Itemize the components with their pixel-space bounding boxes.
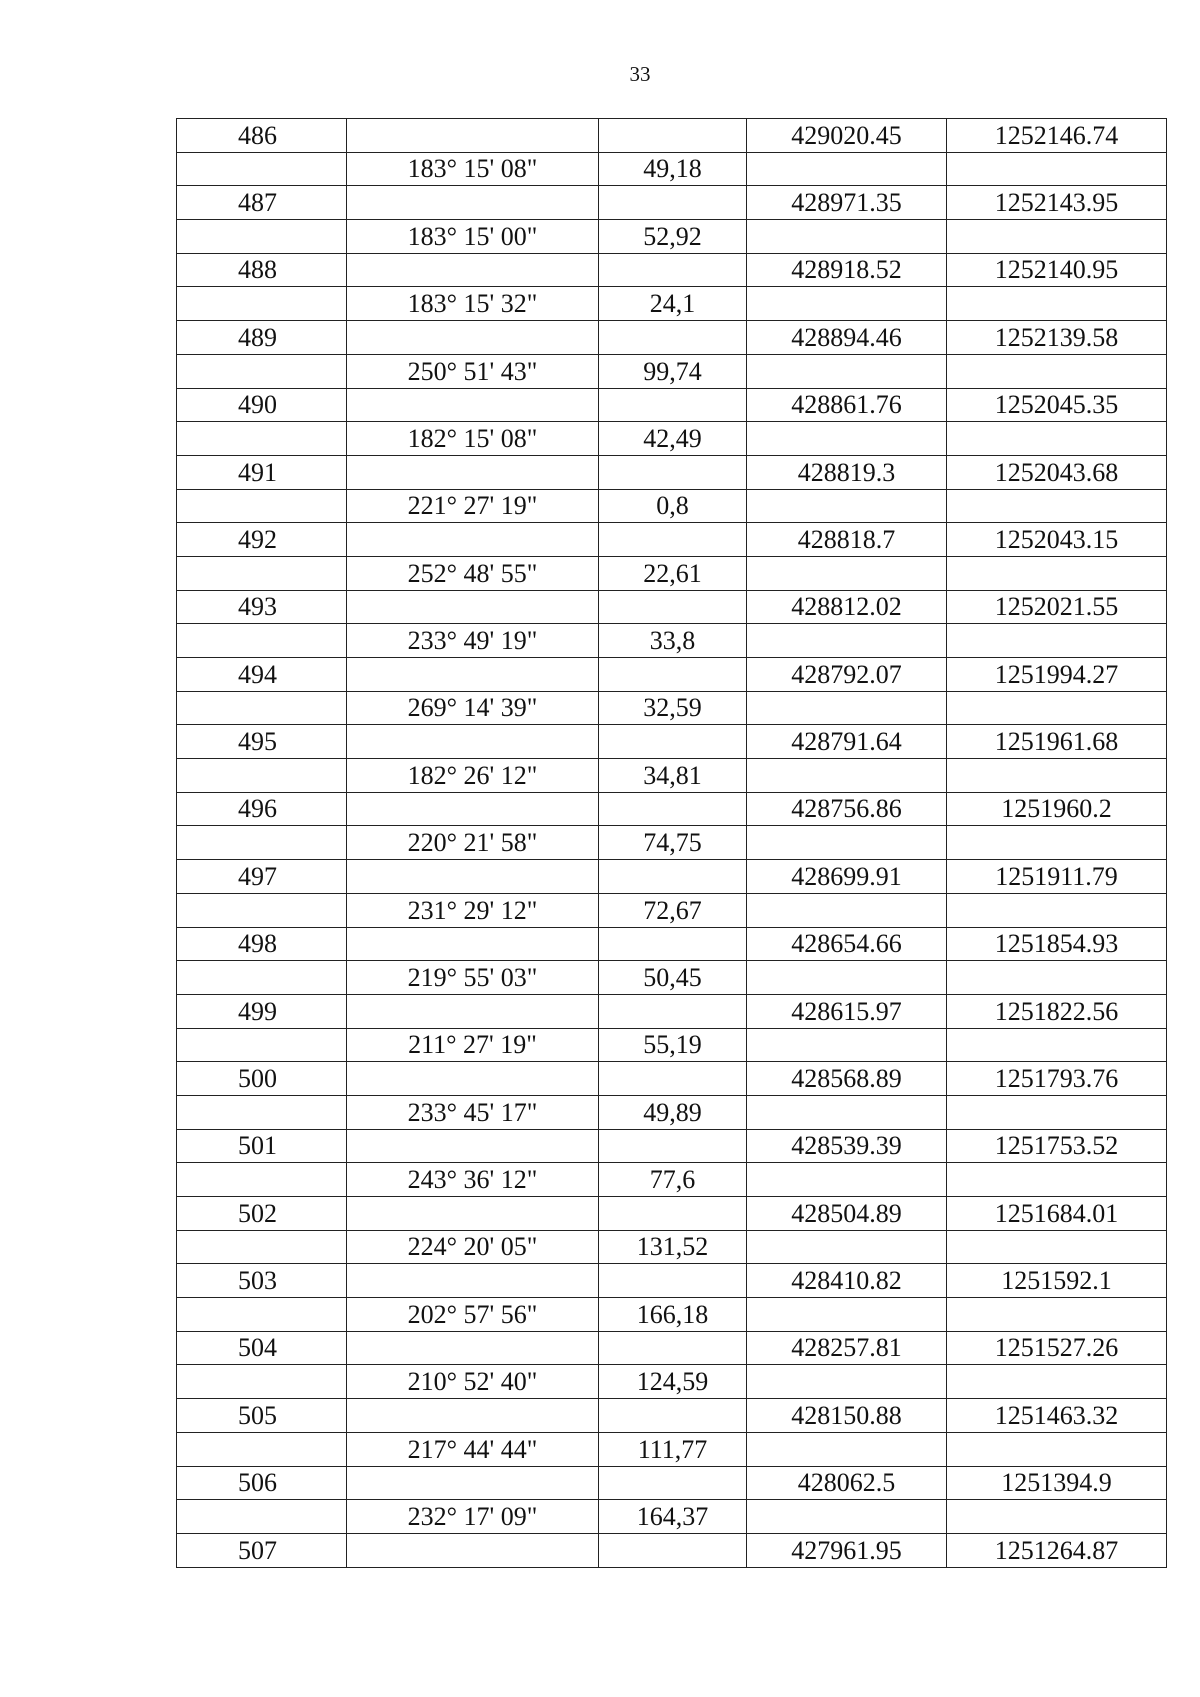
empty-bearing-cell <box>347 1062 599 1096</box>
empty-distance-cell <box>599 1264 747 1298</box>
segment-distance: 52,92 <box>599 220 747 254</box>
bearing-angle: 243° 36' 12" <box>347 1163 599 1197</box>
point-number: 505 <box>177 1399 347 1433</box>
bearing-angle: 183° 15' 08" <box>347 152 599 186</box>
point-number: 498 <box>177 927 347 961</box>
empty-y-cell <box>947 152 1167 186</box>
y-coordinate: 1251394.9 <box>947 1466 1167 1500</box>
point-number: 499 <box>177 994 347 1028</box>
bearing-angle: 219° 55' 03" <box>347 961 599 995</box>
empty-point-cell <box>177 893 347 927</box>
empty-distance-cell <box>599 1062 747 1096</box>
empty-y-cell <box>947 354 1167 388</box>
empty-y-cell <box>947 961 1167 995</box>
bearing-angle: 220° 21' 58" <box>347 826 599 860</box>
point-row <box>177 1331 1167 1365</box>
empty-point-cell <box>177 826 347 860</box>
point-number: 500 <box>177 1062 347 1096</box>
point-row <box>177 388 1167 422</box>
segment-distance: 99,74 <box>599 354 747 388</box>
x-coordinate: 428861.76 <box>747 388 947 422</box>
segment-distance: 111,77 <box>599 1432 747 1466</box>
empty-point-cell <box>177 220 347 254</box>
point-number: 503 <box>177 1264 347 1298</box>
x-coordinate: 428062.5 <box>747 1466 947 1500</box>
point-row <box>177 725 1167 759</box>
empty-x-cell <box>747 826 947 860</box>
empty-distance-cell <box>599 994 747 1028</box>
x-coordinate: 427961.95 <box>747 1533 947 1567</box>
coordinates-table <box>176 118 1167 1568</box>
y-coordinate: 1251994.27 <box>947 658 1167 692</box>
empty-bearing-cell <box>347 186 599 220</box>
empty-x-cell <box>747 1230 947 1264</box>
y-coordinate: 1252143.95 <box>947 186 1167 220</box>
y-coordinate: 1251527.26 <box>947 1331 1167 1365</box>
empty-distance-cell <box>599 1533 747 1567</box>
bearing-angle: 210° 52' 40" <box>347 1365 599 1399</box>
segment-row <box>177 691 1167 725</box>
segment-distance: 55,19 <box>599 1028 747 1062</box>
empty-x-cell <box>747 287 947 321</box>
segment-row <box>177 1365 1167 1399</box>
segment-distance: 33,8 <box>599 624 747 658</box>
y-coordinate: 1252043.15 <box>947 523 1167 557</box>
point-row <box>177 253 1167 287</box>
empty-bearing-cell <box>347 1466 599 1500</box>
empty-point-cell <box>177 1230 347 1264</box>
segment-row <box>177 893 1167 927</box>
segment-row <box>177 556 1167 590</box>
empty-point-cell <box>177 961 347 995</box>
segment-row <box>177 422 1167 456</box>
empty-x-cell <box>747 1432 947 1466</box>
point-row <box>177 1062 1167 1096</box>
point-number: 502 <box>177 1197 347 1231</box>
segment-row <box>177 759 1167 793</box>
empty-point-cell <box>177 287 347 321</box>
x-coordinate: 428918.52 <box>747 253 947 287</box>
empty-y-cell <box>947 1230 1167 1264</box>
point-row <box>177 321 1167 355</box>
bearing-angle: 182° 26' 12" <box>347 759 599 793</box>
empty-x-cell <box>747 220 947 254</box>
empty-bearing-cell <box>347 1399 599 1433</box>
segment-distance: 164,37 <box>599 1500 747 1534</box>
point-row <box>177 994 1167 1028</box>
segment-distance: 0,8 <box>599 489 747 523</box>
x-coordinate: 428539.39 <box>747 1129 947 1163</box>
x-coordinate: 428791.64 <box>747 725 947 759</box>
y-coordinate: 1251822.56 <box>947 994 1167 1028</box>
empty-distance-cell <box>599 186 747 220</box>
point-number: 493 <box>177 590 347 624</box>
empty-x-cell <box>747 1365 947 1399</box>
point-number: 492 <box>177 523 347 557</box>
empty-y-cell <box>947 1365 1167 1399</box>
bearing-angle: 183° 15' 32" <box>347 287 599 321</box>
empty-x-cell <box>747 624 947 658</box>
empty-y-cell <box>947 220 1167 254</box>
bearing-angle: 232° 17' 09" <box>347 1500 599 1534</box>
segment-row <box>177 826 1167 860</box>
y-coordinate: 1252021.55 <box>947 590 1167 624</box>
empty-bearing-cell <box>347 388 599 422</box>
empty-distance-cell <box>599 927 747 961</box>
empty-x-cell <box>747 1028 947 1062</box>
point-row <box>177 119 1167 153</box>
empty-x-cell <box>747 556 947 590</box>
point-row <box>177 590 1167 624</box>
y-coordinate: 1252140.95 <box>947 253 1167 287</box>
empty-y-cell <box>947 287 1167 321</box>
coordinates-table-body <box>177 119 1167 1568</box>
bearing-angle: 182° 15' 08" <box>347 422 599 456</box>
x-coordinate: 428971.35 <box>747 186 947 220</box>
empty-y-cell <box>947 1500 1167 1534</box>
point-row <box>177 927 1167 961</box>
empty-point-cell <box>177 1365 347 1399</box>
empty-bearing-cell <box>347 792 599 826</box>
empty-point-cell <box>177 624 347 658</box>
x-coordinate: 428568.89 <box>747 1062 947 1096</box>
empty-bearing-cell <box>347 860 599 894</box>
x-coordinate: 428818.7 <box>747 523 947 557</box>
x-coordinate: 428410.82 <box>747 1264 947 1298</box>
empty-y-cell <box>947 422 1167 456</box>
segment-row <box>177 961 1167 995</box>
x-coordinate: 428615.97 <box>747 994 947 1028</box>
y-coordinate: 1251684.01 <box>947 1197 1167 1231</box>
segment-distance: 24,1 <box>599 287 747 321</box>
empty-y-cell <box>947 759 1167 793</box>
segment-distance: 166,18 <box>599 1298 747 1332</box>
point-number: 488 <box>177 253 347 287</box>
empty-y-cell <box>947 1095 1167 1129</box>
empty-point-cell <box>177 1163 347 1197</box>
empty-bearing-cell <box>347 455 599 489</box>
empty-x-cell <box>747 961 947 995</box>
empty-point-cell <box>177 489 347 523</box>
empty-bearing-cell <box>347 253 599 287</box>
segment-row <box>177 1230 1167 1264</box>
point-row <box>177 1264 1167 1298</box>
empty-bearing-cell <box>347 658 599 692</box>
empty-x-cell <box>747 152 947 186</box>
empty-bearing-cell <box>347 1331 599 1365</box>
point-row <box>177 1533 1167 1567</box>
empty-point-cell <box>177 1298 347 1332</box>
y-coordinate: 1251592.1 <box>947 1264 1167 1298</box>
segment-distance: 77,6 <box>599 1163 747 1197</box>
empty-distance-cell <box>599 590 747 624</box>
bearing-angle: 183° 15' 00" <box>347 220 599 254</box>
empty-distance-cell <box>599 1399 747 1433</box>
empty-point-cell <box>177 152 347 186</box>
x-coordinate: 428654.66 <box>747 927 947 961</box>
point-number: 507 <box>177 1533 347 1567</box>
segment-distance: 22,61 <box>599 556 747 590</box>
empty-distance-cell <box>599 1466 747 1500</box>
segment-distance: 131,52 <box>599 1230 747 1264</box>
point-number: 497 <box>177 860 347 894</box>
segment-distance: 42,49 <box>599 422 747 456</box>
empty-bearing-cell <box>347 927 599 961</box>
y-coordinate: 1251463.32 <box>947 1399 1167 1433</box>
x-coordinate: 428894.46 <box>747 321 947 355</box>
y-coordinate: 1252146.74 <box>947 119 1167 153</box>
x-coordinate: 429020.45 <box>747 119 947 153</box>
segment-distance: 49,18 <box>599 152 747 186</box>
empty-point-cell <box>177 556 347 590</box>
y-coordinate: 1252043.68 <box>947 455 1167 489</box>
empty-bearing-cell <box>347 590 599 624</box>
empty-y-cell <box>947 624 1167 658</box>
segment-distance: 72,67 <box>599 893 747 927</box>
point-number: 489 <box>177 321 347 355</box>
empty-x-cell <box>747 489 947 523</box>
segment-row <box>177 152 1167 186</box>
segment-row <box>177 354 1167 388</box>
empty-distance-cell <box>599 388 747 422</box>
x-coordinate: 428257.81 <box>747 1331 947 1365</box>
segment-row <box>177 624 1167 658</box>
point-row <box>177 1466 1167 1500</box>
point-row <box>177 658 1167 692</box>
bearing-angle: 250° 51' 43" <box>347 354 599 388</box>
point-row <box>177 523 1167 557</box>
empty-distance-cell <box>599 253 747 287</box>
segment-distance: 49,89 <box>599 1095 747 1129</box>
empty-bearing-cell <box>347 994 599 1028</box>
point-row <box>177 1129 1167 1163</box>
y-coordinate: 1251960.2 <box>947 792 1167 826</box>
point-number: 486 <box>177 119 347 153</box>
y-coordinate: 1251854.93 <box>947 927 1167 961</box>
page-number: 33 <box>629 62 651 86</box>
empty-distance-cell <box>599 1197 747 1231</box>
empty-bearing-cell <box>347 1533 599 1567</box>
y-coordinate: 1251264.87 <box>947 1533 1167 1567</box>
segment-distance: 32,59 <box>599 691 747 725</box>
point-number: 496 <box>177 792 347 826</box>
empty-x-cell <box>747 1500 947 1534</box>
segment-row <box>177 1163 1167 1197</box>
point-number: 490 <box>177 388 347 422</box>
empty-point-cell <box>177 422 347 456</box>
empty-distance-cell <box>599 523 747 557</box>
x-coordinate: 428792.07 <box>747 658 947 692</box>
empty-point-cell <box>177 691 347 725</box>
empty-distance-cell <box>599 321 747 355</box>
empty-distance-cell <box>599 1129 747 1163</box>
point-number: 495 <box>177 725 347 759</box>
y-coordinate: 1252045.35 <box>947 388 1167 422</box>
point-row <box>177 1399 1167 1433</box>
empty-distance-cell <box>599 658 747 692</box>
segment-distance: 74,75 <box>599 826 747 860</box>
empty-point-cell <box>177 1432 347 1466</box>
x-coordinate: 428756.86 <box>747 792 947 826</box>
segment-distance: 50,45 <box>599 961 747 995</box>
bearing-angle: 211° 27' 19" <box>347 1028 599 1062</box>
x-coordinate: 428504.89 <box>747 1197 947 1231</box>
segment-row <box>177 1298 1167 1332</box>
segment-row <box>177 489 1167 523</box>
point-row <box>177 186 1167 220</box>
empty-distance-cell <box>599 792 747 826</box>
empty-point-cell <box>177 759 347 793</box>
bearing-angle: 224° 20' 05" <box>347 1230 599 1264</box>
segment-row <box>177 1432 1167 1466</box>
empty-y-cell <box>947 1028 1167 1062</box>
empty-distance-cell <box>599 1331 747 1365</box>
y-coordinate: 1251793.76 <box>947 1062 1167 1096</box>
point-number: 494 <box>177 658 347 692</box>
y-coordinate: 1251961.68 <box>947 725 1167 759</box>
bearing-angle: 221° 27' 19" <box>347 489 599 523</box>
x-coordinate: 428812.02 <box>747 590 947 624</box>
point-number: 506 <box>177 1466 347 1500</box>
empty-bearing-cell <box>347 1129 599 1163</box>
segment-row <box>177 1028 1167 1062</box>
empty-point-cell <box>177 1095 347 1129</box>
bearing-angle: 217° 44' 44" <box>347 1432 599 1466</box>
empty-y-cell <box>947 893 1167 927</box>
empty-x-cell <box>747 759 947 793</box>
empty-distance-cell <box>599 119 747 153</box>
empty-x-cell <box>747 1163 947 1197</box>
empty-bearing-cell <box>347 1197 599 1231</box>
empty-point-cell <box>177 1028 347 1062</box>
bearing-angle: 269° 14' 39" <box>347 691 599 725</box>
x-coordinate: 428150.88 <box>747 1399 947 1433</box>
point-row <box>177 792 1167 826</box>
x-coordinate: 428699.91 <box>747 860 947 894</box>
empty-x-cell <box>747 893 947 927</box>
segment-row <box>177 1095 1167 1129</box>
point-number: 504 <box>177 1331 347 1365</box>
y-coordinate: 1251753.52 <box>947 1129 1167 1163</box>
point-number: 487 <box>177 186 347 220</box>
segment-row <box>177 220 1167 254</box>
empty-x-cell <box>747 1095 947 1129</box>
empty-point-cell <box>177 354 347 388</box>
empty-y-cell <box>947 1432 1167 1466</box>
point-row <box>177 455 1167 489</box>
empty-point-cell <box>177 1500 347 1534</box>
point-number: 501 <box>177 1129 347 1163</box>
segment-row <box>177 287 1167 321</box>
empty-y-cell <box>947 1163 1167 1197</box>
empty-bearing-cell <box>347 321 599 355</box>
empty-bearing-cell <box>347 523 599 557</box>
bearing-angle: 202° 57' 56" <box>347 1298 599 1332</box>
empty-x-cell <box>747 691 947 725</box>
empty-bearing-cell <box>347 1264 599 1298</box>
y-coordinate: 1251911.79 <box>947 860 1167 894</box>
point-row <box>177 860 1167 894</box>
segment-distance: 124,59 <box>599 1365 747 1399</box>
bearing-angle: 233° 45' 17" <box>347 1095 599 1129</box>
empty-y-cell <box>947 826 1167 860</box>
empty-x-cell <box>747 422 947 456</box>
bearing-angle: 231° 29' 12" <box>347 893 599 927</box>
empty-y-cell <box>947 489 1167 523</box>
y-coordinate: 1252139.58 <box>947 321 1167 355</box>
empty-y-cell <box>947 1298 1167 1332</box>
segment-row <box>177 1500 1167 1534</box>
empty-distance-cell <box>599 455 747 489</box>
empty-y-cell <box>947 691 1167 725</box>
empty-bearing-cell <box>347 725 599 759</box>
bearing-angle: 233° 49' 19" <box>347 624 599 658</box>
point-row <box>177 1197 1167 1231</box>
empty-distance-cell <box>599 725 747 759</box>
empty-x-cell <box>747 1298 947 1332</box>
point-number: 491 <box>177 455 347 489</box>
empty-distance-cell <box>599 860 747 894</box>
segment-distance: 34,81 <box>599 759 747 793</box>
empty-y-cell <box>947 556 1167 590</box>
bearing-angle: 252° 48' 55" <box>347 556 599 590</box>
x-coordinate: 428819.3 <box>747 455 947 489</box>
empty-bearing-cell <box>347 119 599 153</box>
empty-x-cell <box>747 354 947 388</box>
